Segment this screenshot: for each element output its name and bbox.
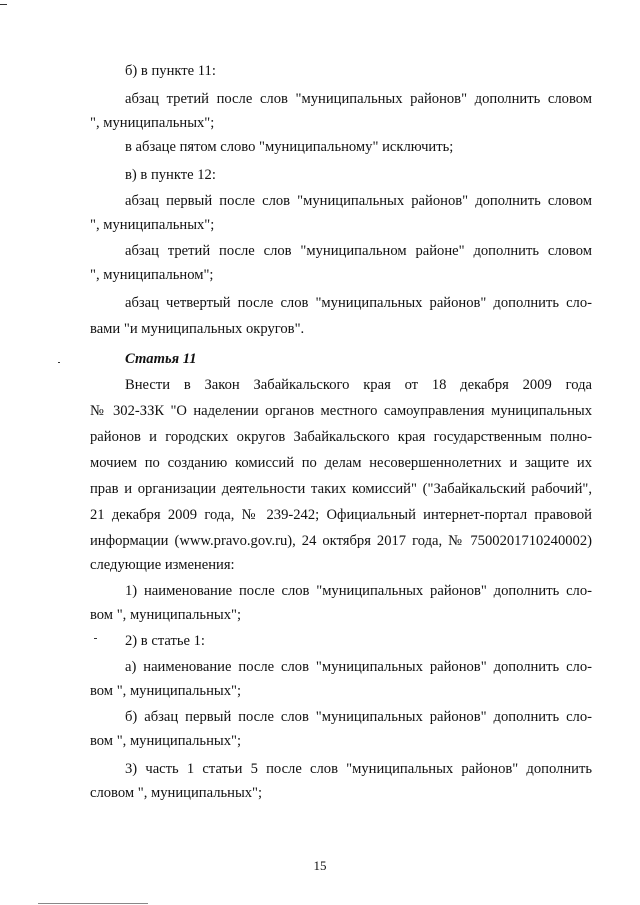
page-number: 15 xyxy=(313,858,327,873)
text-line: Внести в Закон Забайкальского края от 18 декабря 2009 года xyxy=(125,377,592,393)
text-line: абзац третий после слов "муниципальных районов" дополнить словом xyxy=(125,91,592,107)
text-line: б) в пункте 11: xyxy=(125,63,216,79)
footer-rule xyxy=(38,903,148,904)
text-line: районов и городских округов Забайкальского края государственным полно- xyxy=(90,429,592,445)
article-heading: Статья 11 xyxy=(125,351,197,367)
text-line: абзац третий после слов "муниципальном районе" дополнить словом xyxy=(125,243,592,259)
text-line: ", муниципальном"; xyxy=(90,267,214,283)
text-line: а) наименование после слов "муниципальных районов" дополнить сло- xyxy=(125,659,592,675)
margin-dot xyxy=(94,638,97,639)
text-line: абзац первый после слов "муниципальных районов" дополнить словом xyxy=(125,193,592,209)
text-line: вом ", муниципальных"; xyxy=(90,607,241,623)
text-line: словом ", муниципальных"; xyxy=(90,785,263,801)
text-line: вом ", муниципальных"; xyxy=(90,683,241,699)
text-line: ", муниципальных"; xyxy=(90,115,215,131)
text-line: информации (www.pravo.gov.ru), 24 октября 2017 года, № 7500201710240002) xyxy=(90,533,592,549)
text-line: б) абзац первый после слов "муниципальных районов" дополнить сло- xyxy=(125,709,592,725)
margin-dot xyxy=(58,362,60,363)
text-line: 21 декабря 2009 года, № 239-242; Официальный интернет-портал правовой xyxy=(90,507,592,523)
text-line: вами "и муниципальных округов". xyxy=(90,321,305,337)
text-line: следующие изменения: xyxy=(90,557,235,573)
text-line: № 302-ЗЗК "О наделении органов местного самоуправления муниципальных xyxy=(90,403,592,419)
text-line: 2) в статье 1: xyxy=(125,633,205,649)
text-line: абзац четвертый после слов "муниципальных районов" дополнить сло- xyxy=(125,295,592,311)
text-line: прав и организации деятельности таких комиссий" ("Забайкальский рабочий", xyxy=(90,481,592,497)
text-line: в абзаце пятом слово "муниципальному" исключить; xyxy=(125,139,454,155)
text-line: вом ", муниципальных"; xyxy=(90,733,241,749)
corner-mark xyxy=(0,4,7,5)
text-line: мочием по созданию комиссий по делам несовершеннолетних и защите их xyxy=(90,455,592,471)
text-line: в) в пункте 12: xyxy=(125,167,216,183)
text-line: ", муниципальных"; xyxy=(90,217,215,233)
text-line: 1) наименование после слов "муниципальных районов" дополнить сло- xyxy=(125,583,592,599)
text-line: 3) часть 1 статьи 5 после слов "муниципальных районов" дополнить xyxy=(125,761,592,777)
